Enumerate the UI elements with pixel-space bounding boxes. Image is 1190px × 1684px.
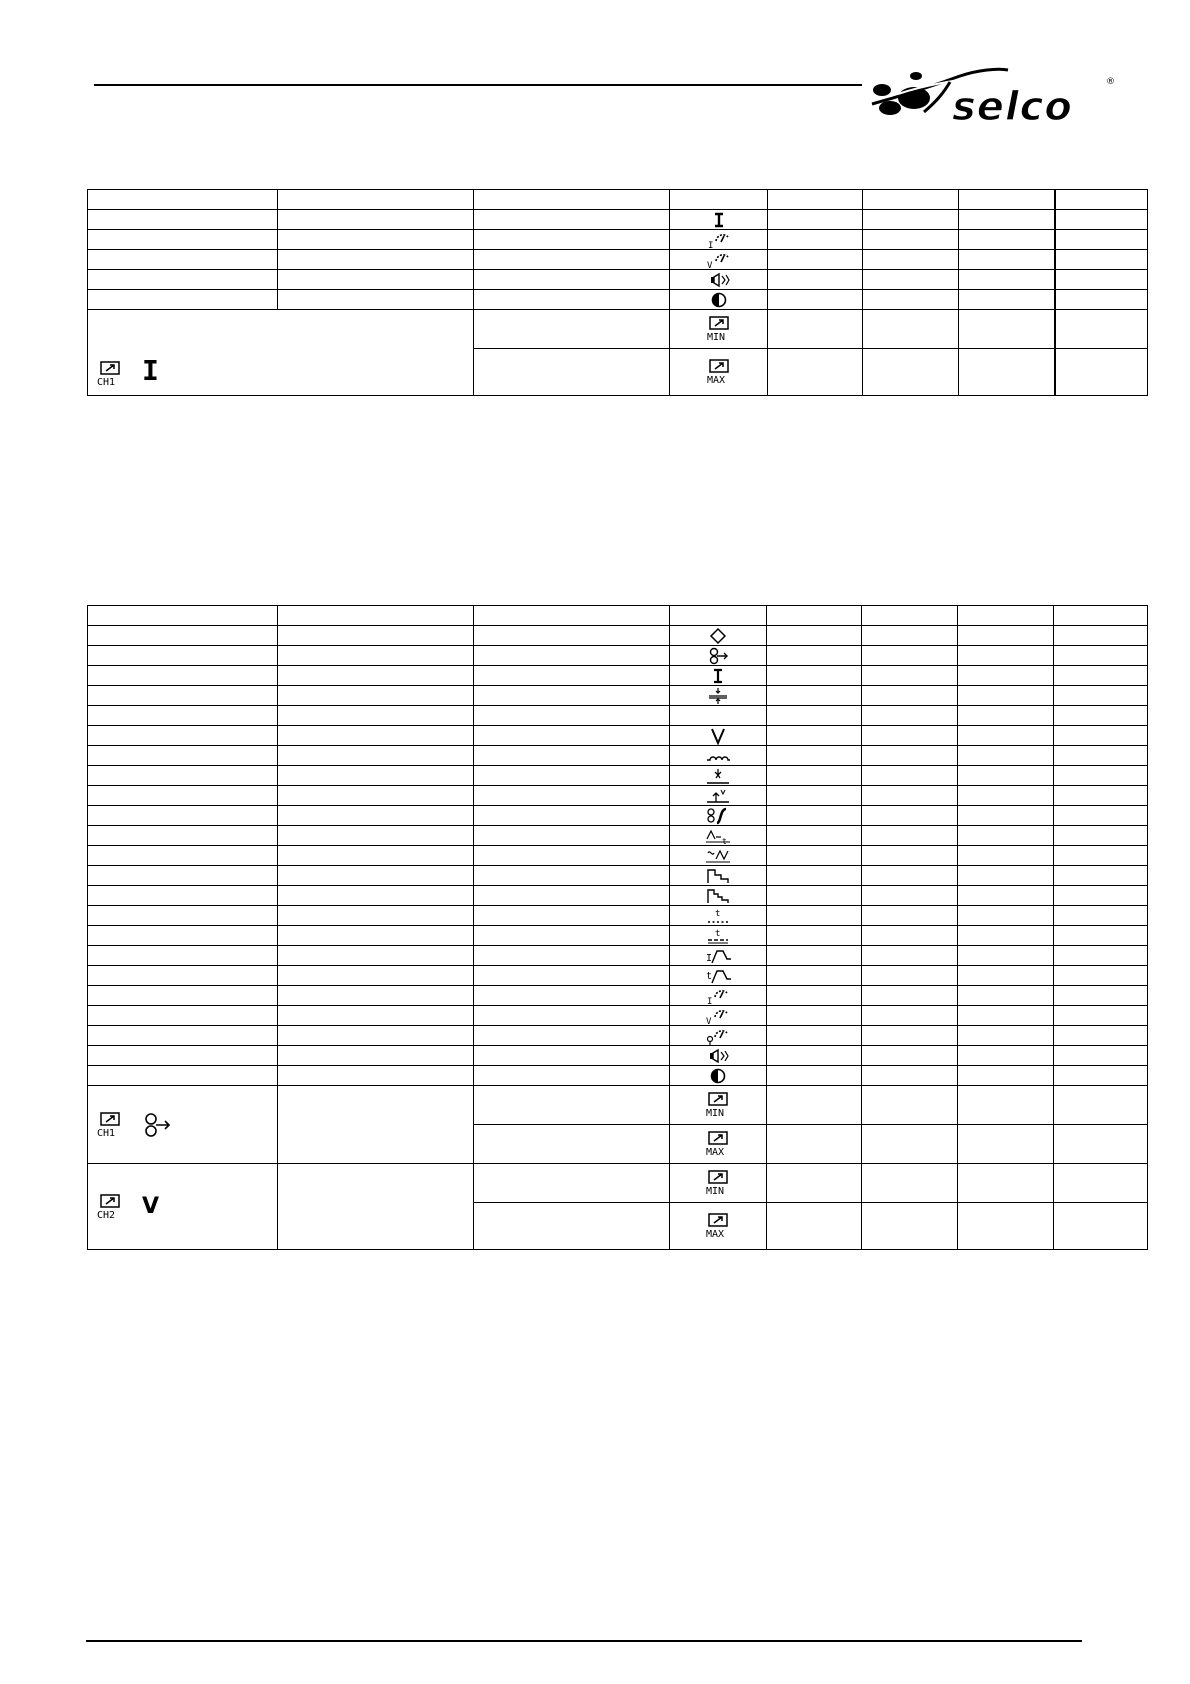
table-row [88,310,1148,349]
svg-text:MAX: MAX [706,375,725,385]
svg-text:MAX: MAX [706,1147,725,1157]
current-icon [708,212,730,228]
voltage-icon: V [142,1194,160,1219]
svg-text:I: I [707,240,713,249]
table-row [88,250,1148,270]
table-row [88,946,1148,966]
table-row [88,626,1148,646]
table-row [88,986,1148,1006]
svg-text:®: ® [1106,77,1115,87]
svg-text:I: I [707,996,713,1005]
voltage-meter-icon [706,251,732,269]
table-row [88,1026,1148,1046]
table-row [88,270,1148,290]
wire-diameter-icon [706,687,730,705]
svg-text:t: t [706,970,713,982]
table-row [88,786,1148,806]
svg-text:CH2: CH2 [97,1209,116,1220]
channel-cell-ch2 [88,1164,278,1250]
speed-meter-icon [705,1027,731,1045]
table-row [88,906,1148,926]
svg-text:t: t [715,928,721,939]
svg-text:t: t [715,908,721,919]
channel-cell-ch1 [88,1086,278,1164]
table-1 [87,189,1148,396]
table-row [88,230,1148,250]
table-row [88,1086,1148,1125]
table-row [88,210,1148,230]
table-row [88,886,1148,906]
selco-logo [868,64,1118,128]
table-row [88,866,1148,886]
ch2-icon [96,1194,124,1220]
current-slope-icon [704,947,732,965]
channel-cell-ch1 [88,310,474,396]
svg-text:MIN: MIN [706,332,725,342]
table-row [88,686,1148,706]
inductance-icon [705,748,731,764]
burn-back-icon [705,787,731,805]
table-row [88,826,1148,846]
table-row [88,706,1148,726]
table-row [88,190,1148,210]
current-icon: I [142,354,159,387]
svg-text:CH1: CH1 [97,1127,116,1138]
table-row [88,666,1148,686]
min-icon [704,1092,732,1118]
buzzer-icon [706,1048,730,1064]
wire-speed-icon [142,1112,172,1138]
svg-text:CH1: CH1 [97,377,116,387]
logo-text: selco [952,84,1073,128]
svg-text:V: V [706,260,712,269]
min-icon [705,316,733,342]
table-row [88,1164,1148,1203]
table-row [88,746,1148,766]
time-slope-icon [704,967,732,985]
gas-icon [705,767,731,785]
table-row [88,726,1148,746]
crater-icon [704,847,732,865]
table-row [88,966,1148,986]
header-rule [94,84,862,86]
contrast-icon [710,291,728,309]
table-row [88,846,1148,866]
voltage-icon [708,727,728,745]
ch1-icon [96,361,124,387]
current-meter-icon [706,231,732,249]
svg-text:I: I [706,952,713,964]
buzzer-icon [707,272,731,288]
table-2 [87,605,1148,1250]
table-row [88,646,1148,666]
ch1-icon [96,1112,124,1138]
svg-text:MIN: MIN [706,1186,725,1196]
soft-start-icon [704,827,732,845]
min-icon [704,1170,732,1196]
triple-level-icon [705,887,731,905]
table-row [88,1046,1148,1066]
max-icon [705,359,733,385]
pause-time-icon [705,927,731,945]
svg-text:MIN: MIN [706,1108,725,1118]
table-row [88,606,1148,626]
voltage-meter-icon [705,1007,731,1025]
svg-text:V: V [706,1016,712,1025]
table-row [88,926,1148,946]
max-icon [704,1213,732,1239]
current-icon [707,668,729,684]
contrast-icon [709,1067,727,1085]
footer-rule [86,1640,1082,1642]
process-diamond-icon [708,627,728,645]
table-row [88,766,1148,786]
double-level-icon [705,867,731,885]
max-icon [704,1131,732,1157]
svg-text:MAX: MAX [706,1229,725,1239]
svg-text:t: t [722,836,727,845]
spot-time-icon [705,907,731,925]
table-row [88,1066,1148,1086]
wire-speed-icon [706,647,730,665]
wire-ramp-icon [705,807,731,825]
table-row [88,1006,1148,1026]
table-row [88,806,1148,826]
current-meter-icon [705,987,731,1005]
